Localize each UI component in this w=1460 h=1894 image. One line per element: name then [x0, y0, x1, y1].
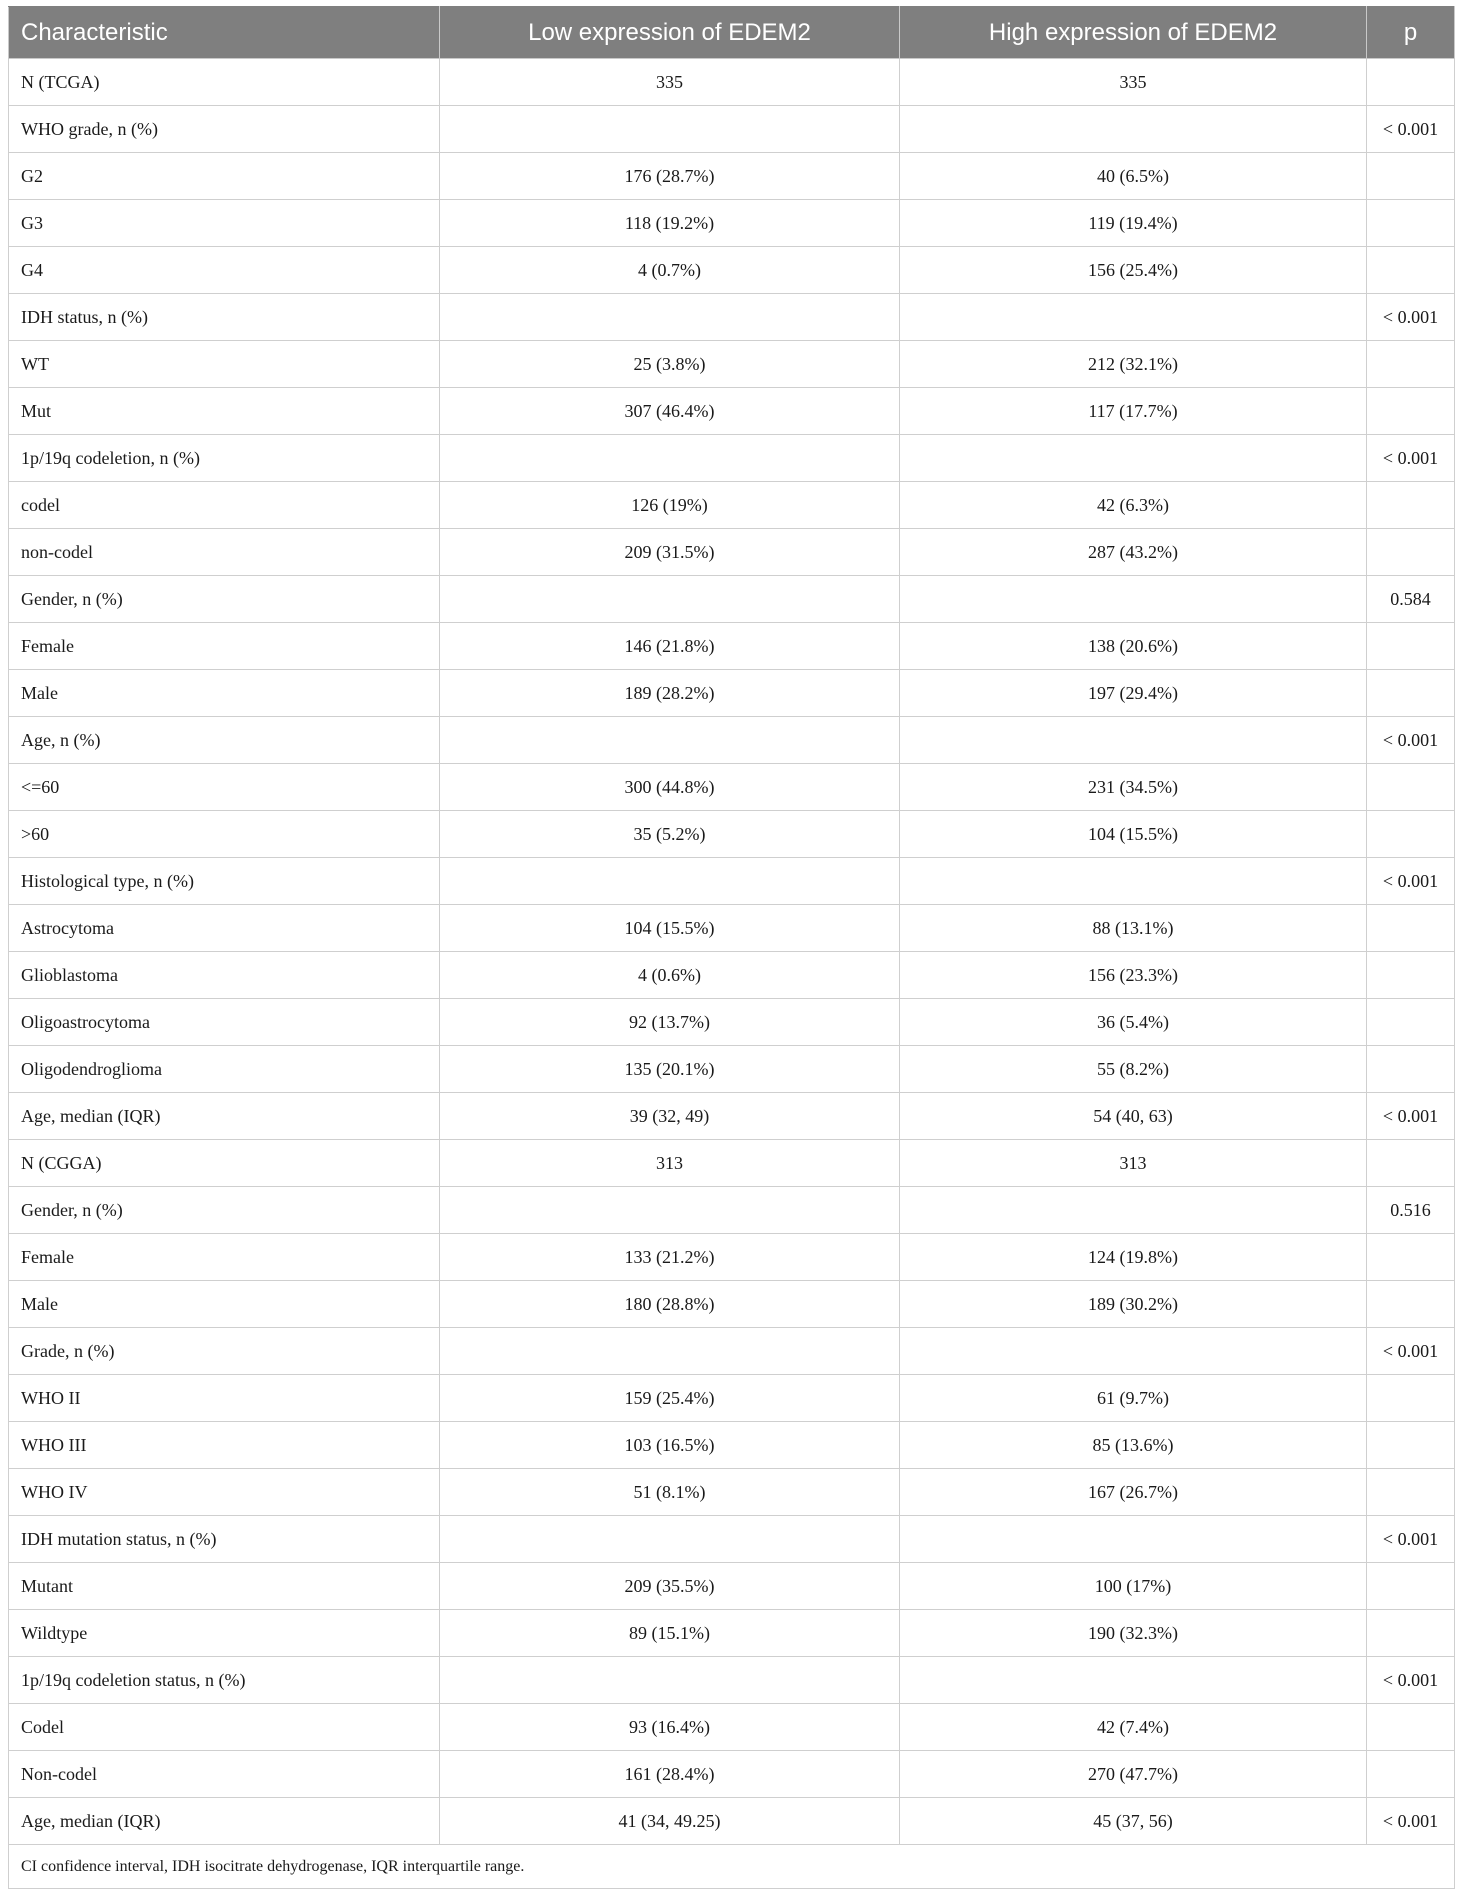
cell-p-value	[1367, 1140, 1455, 1187]
cell-p-value	[1367, 247, 1455, 294]
table-row	[9, 576, 1455, 623]
cell-low-expression: 135 (20.1%)	[440, 1046, 900, 1093]
cell-low-expression: 126 (19%)	[440, 482, 900, 529]
cell-p-value: < 0.001	[1367, 106, 1455, 153]
cell-p-value: 0.516	[1367, 1187, 1455, 1234]
cell-low-expression: 25 (3.8%)	[440, 341, 900, 388]
cell-characteristic: IDH mutation status, n (%)	[9, 1516, 440, 1563]
cell-p-value: < 0.001	[1367, 1093, 1455, 1140]
cell-low-expression: 4 (0.6%)	[440, 952, 900, 999]
cell-high-expression: 270 (47.7%)	[900, 1751, 1367, 1798]
table-row	[9, 1751, 1455, 1798]
cell-low-expression: 176 (28.7%)	[440, 153, 900, 200]
table-row	[9, 529, 1455, 576]
table-row	[9, 106, 1455, 153]
cell-characteristic: Age, median (IQR)	[9, 1798, 440, 1845]
table-row	[9, 1422, 1455, 1469]
cell-characteristic: WHO grade, n (%)	[9, 106, 440, 153]
cell-low-expression: 307 (46.4%)	[440, 388, 900, 435]
cell-low-expression: 103 (16.5%)	[440, 1422, 900, 1469]
table-row	[9, 341, 1455, 388]
cell-high-expression	[900, 1657, 1367, 1704]
cell-high-expression: 124 (19.8%)	[900, 1234, 1367, 1281]
cell-low-expression	[440, 576, 900, 623]
cell-low-expression	[440, 1328, 900, 1375]
cell-p-value	[1367, 1422, 1455, 1469]
cell-characteristic: G4	[9, 247, 440, 294]
cell-characteristic: Grade, n (%)	[9, 1328, 440, 1375]
cell-low-expression: 335	[440, 59, 900, 106]
cell-high-expression: 231 (34.5%)	[900, 764, 1367, 811]
cell-high-expression	[900, 106, 1367, 153]
cell-low-expression: 161 (28.4%)	[440, 1751, 900, 1798]
cell-p-value	[1367, 1281, 1455, 1328]
cell-high-expression: 335	[900, 59, 1367, 106]
cell-characteristic: Gender, n (%)	[9, 576, 440, 623]
cell-characteristic: Female	[9, 1234, 440, 1281]
cell-p-value	[1367, 905, 1455, 952]
table-row	[9, 200, 1455, 247]
cell-characteristic: WHO IV	[9, 1469, 440, 1516]
cell-low-expression	[440, 1516, 900, 1563]
table-row	[9, 1610, 1455, 1657]
table-row	[9, 1469, 1455, 1516]
table-row	[9, 1046, 1455, 1093]
cell-low-expression: 51 (8.1%)	[440, 1469, 900, 1516]
characteristics-table	[8, 6, 1455, 1889]
cell-high-expression: 36 (5.4%)	[900, 999, 1367, 1046]
cell-characteristic: Male	[9, 670, 440, 717]
cell-characteristic: Glioblastoma	[9, 952, 440, 999]
cell-characteristic: Non-codel	[9, 1751, 440, 1798]
cell-high-expression	[900, 717, 1367, 764]
cell-high-expression: 88 (13.1%)	[900, 905, 1367, 952]
cell-p-value: < 0.001	[1367, 294, 1455, 341]
cell-p-value: < 0.001	[1367, 1657, 1455, 1704]
cell-high-expression: 42 (7.4%)	[900, 1704, 1367, 1751]
cell-p-value	[1367, 1234, 1455, 1281]
cell-low-expression: 189 (28.2%)	[440, 670, 900, 717]
table-row	[9, 811, 1455, 858]
table-row	[9, 1704, 1455, 1751]
cell-characteristic: IDH status, n (%)	[9, 294, 440, 341]
cell-high-expression: 190 (32.3%)	[900, 1610, 1367, 1657]
table-row	[9, 59, 1455, 106]
cell-characteristic: 1p/19q codeletion, n (%)	[9, 435, 440, 482]
cell-high-expression	[900, 1516, 1367, 1563]
cell-p-value	[1367, 670, 1455, 717]
header-row	[9, 7, 1455, 59]
table-row	[9, 482, 1455, 529]
cell-low-expression: 159 (25.4%)	[440, 1375, 900, 1422]
cell-high-expression	[900, 858, 1367, 905]
cell-high-expression: 55 (8.2%)	[900, 1046, 1367, 1093]
cell-low-expression	[440, 1657, 900, 1704]
cell-characteristic: G2	[9, 153, 440, 200]
table-row	[9, 952, 1455, 999]
cell-high-expression	[900, 576, 1367, 623]
table-row	[9, 1375, 1455, 1422]
cell-characteristic: Female	[9, 623, 440, 670]
cell-p-value	[1367, 59, 1455, 106]
cell-p-value: < 0.001	[1367, 1328, 1455, 1375]
cell-p-value	[1367, 952, 1455, 999]
cell-characteristic: Histological type, n (%)	[9, 858, 440, 905]
cell-low-expression	[440, 1187, 900, 1234]
table-row	[9, 764, 1455, 811]
cell-low-expression: 118 (19.2%)	[440, 200, 900, 247]
cell-p-value	[1367, 153, 1455, 200]
cell-high-expression: 104 (15.5%)	[900, 811, 1367, 858]
cell-high-expression: 156 (23.3%)	[900, 952, 1367, 999]
cell-low-expression: 104 (15.5%)	[440, 905, 900, 952]
cell-characteristic: <=60	[9, 764, 440, 811]
cell-p-value	[1367, 1469, 1455, 1516]
cell-high-expression: 61 (9.7%)	[900, 1375, 1367, 1422]
table-row	[9, 1140, 1455, 1187]
cell-characteristic: Age, median (IQR)	[9, 1093, 440, 1140]
table-row	[9, 1798, 1455, 1845]
table-row	[9, 294, 1455, 341]
cell-p-value	[1367, 1610, 1455, 1657]
cell-high-expression: 313	[900, 1140, 1367, 1187]
cell-p-value	[1367, 529, 1455, 576]
cell-low-expression: 89 (15.1%)	[440, 1610, 900, 1657]
cell-characteristic: Male	[9, 1281, 440, 1328]
cell-low-expression	[440, 106, 900, 153]
cell-high-expression: 100 (17%)	[900, 1563, 1367, 1610]
cell-characteristic: WHO III	[9, 1422, 440, 1469]
cell-characteristic: Gender, n (%)	[9, 1187, 440, 1234]
cell-high-expression: 119 (19.4%)	[900, 200, 1367, 247]
cell-characteristic: Wildtype	[9, 1610, 440, 1657]
cell-characteristic: N (TCGA)	[9, 59, 440, 106]
cell-high-expression: 117 (17.7%)	[900, 388, 1367, 435]
header-p-value: p	[1367, 7, 1455, 59]
cell-high-expression: 45 (37, 56)	[900, 1798, 1367, 1845]
cell-p-value: < 0.001	[1367, 1516, 1455, 1563]
cell-p-value	[1367, 623, 1455, 670]
cell-high-expression: 85 (13.6%)	[900, 1422, 1367, 1469]
cell-characteristic: Age, n (%)	[9, 717, 440, 764]
cell-p-value	[1367, 200, 1455, 247]
cell-characteristic: non-codel	[9, 529, 440, 576]
cell-characteristic: Oligodendroglioma	[9, 1046, 440, 1093]
table-footnote: CI confidence interval, IDH isocitrate dehydrogenase, IQR interquartile range.	[9, 1845, 1455, 1889]
header-low-expression: Low expression of EDEM2	[440, 7, 900, 59]
table-row	[9, 1563, 1455, 1610]
header-characteristic: Characteristic	[9, 7, 440, 59]
cell-characteristic: Astrocytoma	[9, 905, 440, 952]
footnote-row	[9, 1845, 1455, 1889]
cell-low-expression: 4 (0.7%)	[440, 247, 900, 294]
table-row	[9, 1187, 1455, 1234]
table-row	[9, 905, 1455, 952]
table-row	[9, 1281, 1455, 1328]
cell-high-expression: 197 (29.4%)	[900, 670, 1367, 717]
table-row	[9, 1657, 1455, 1704]
table-body	[9, 59, 1455, 1845]
cell-low-expression: 180 (28.8%)	[440, 1281, 900, 1328]
cell-characteristic: WHO II	[9, 1375, 440, 1422]
cell-high-expression	[900, 435, 1367, 482]
cell-low-expression: 313	[440, 1140, 900, 1187]
cell-low-expression: 39 (32, 49)	[440, 1093, 900, 1140]
cell-low-expression: 41 (34, 49.25)	[440, 1798, 900, 1845]
cell-low-expression: 93 (16.4%)	[440, 1704, 900, 1751]
cell-high-expression: 138 (20.6%)	[900, 623, 1367, 670]
cell-high-expression: 189 (30.2%)	[900, 1281, 1367, 1328]
cell-high-expression: 54 (40, 63)	[900, 1093, 1367, 1140]
cell-high-expression: 287 (43.2%)	[900, 529, 1367, 576]
table-footer	[9, 1845, 1455, 1889]
cell-p-value	[1367, 482, 1455, 529]
cell-high-expression	[900, 294, 1367, 341]
cell-low-expression: 35 (5.2%)	[440, 811, 900, 858]
table-header	[9, 7, 1455, 59]
cell-p-value: < 0.001	[1367, 717, 1455, 764]
cell-p-value	[1367, 1375, 1455, 1422]
cell-high-expression	[900, 1187, 1367, 1234]
table-row	[9, 1093, 1455, 1140]
cell-low-expression: 209 (31.5%)	[440, 529, 900, 576]
cell-p-value: < 0.001	[1367, 1798, 1455, 1845]
cell-low-expression: 92 (13.7%)	[440, 999, 900, 1046]
cell-low-expression: 133 (21.2%)	[440, 1234, 900, 1281]
cell-characteristic: 1p/19q codeletion status, n (%)	[9, 1657, 440, 1704]
cell-p-value	[1367, 1563, 1455, 1610]
cell-characteristic: G3	[9, 200, 440, 247]
cell-characteristic: WT	[9, 341, 440, 388]
cell-characteristic: >60	[9, 811, 440, 858]
cell-characteristic: N (CGGA)	[9, 1140, 440, 1187]
cell-p-value	[1367, 811, 1455, 858]
cell-low-expression	[440, 858, 900, 905]
table-row	[9, 670, 1455, 717]
cell-p-value	[1367, 1751, 1455, 1798]
cell-p-value: < 0.001	[1367, 435, 1455, 482]
cell-characteristic: Codel	[9, 1704, 440, 1751]
cell-characteristic: Mutant	[9, 1563, 440, 1610]
table-row	[9, 1234, 1455, 1281]
cell-low-expression: 300 (44.8%)	[440, 764, 900, 811]
table-container	[8, 6, 1454, 1889]
table-row	[9, 388, 1455, 435]
cell-low-expression: 209 (35.5%)	[440, 1563, 900, 1610]
table-row	[9, 858, 1455, 905]
cell-high-expression: 156 (25.4%)	[900, 247, 1367, 294]
table-row	[9, 717, 1455, 764]
cell-high-expression: 40 (6.5%)	[900, 153, 1367, 200]
cell-p-value: 0.584	[1367, 576, 1455, 623]
table-row	[9, 247, 1455, 294]
cell-high-expression	[900, 1328, 1367, 1375]
table-row	[9, 623, 1455, 670]
cell-p-value	[1367, 388, 1455, 435]
cell-p-value	[1367, 341, 1455, 388]
cell-p-value	[1367, 1046, 1455, 1093]
table-row	[9, 999, 1455, 1046]
cell-low-expression	[440, 717, 900, 764]
cell-p-value	[1367, 764, 1455, 811]
header-high-expression: High expression of EDEM2	[900, 7, 1367, 59]
cell-low-expression	[440, 435, 900, 482]
cell-low-expression: 146 (21.8%)	[440, 623, 900, 670]
cell-high-expression: 167 (26.7%)	[900, 1469, 1367, 1516]
table-row	[9, 153, 1455, 200]
cell-p-value	[1367, 1704, 1455, 1751]
cell-p-value	[1367, 999, 1455, 1046]
cell-p-value: < 0.001	[1367, 858, 1455, 905]
cell-high-expression: 212 (32.1%)	[900, 341, 1367, 388]
cell-characteristic: Oligoastrocytoma	[9, 999, 440, 1046]
cell-characteristic: Mut	[9, 388, 440, 435]
table-row	[9, 1328, 1455, 1375]
cell-characteristic: codel	[9, 482, 440, 529]
cell-low-expression	[440, 294, 900, 341]
table-row	[9, 435, 1455, 482]
cell-high-expression: 42 (6.3%)	[900, 482, 1367, 529]
table-row	[9, 1516, 1455, 1563]
